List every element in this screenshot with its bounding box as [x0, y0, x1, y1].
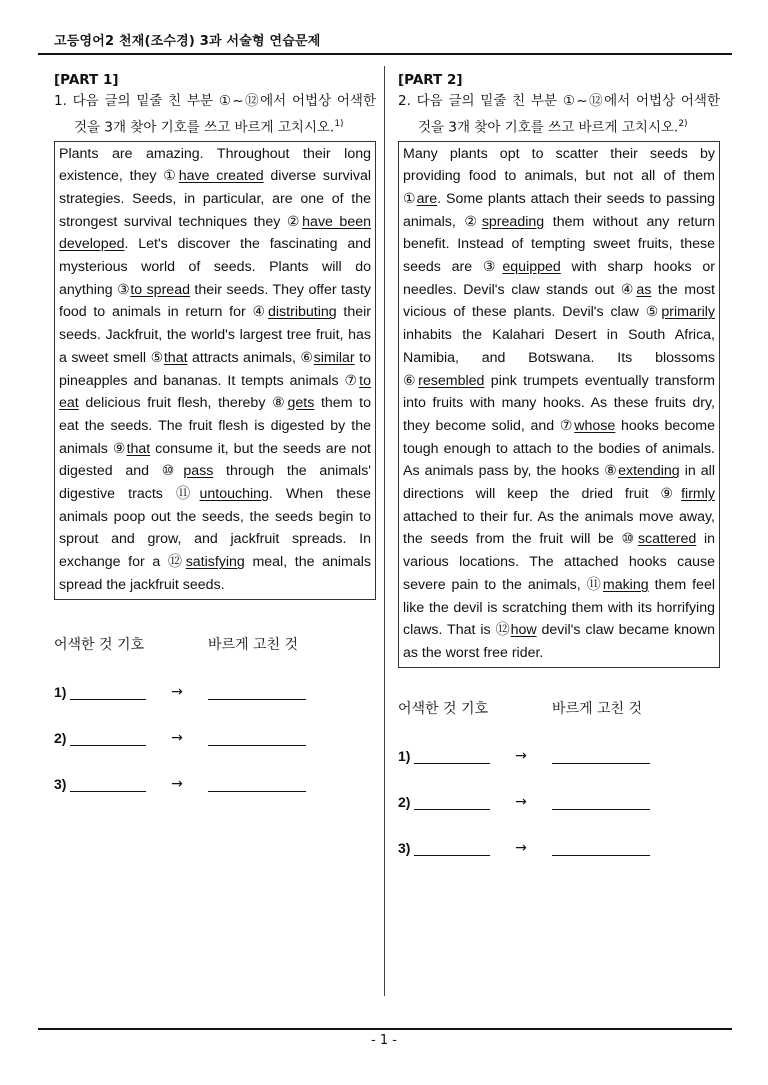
underlined-phrase: scattered [637, 531, 697, 548]
passage-text: inhabits the Kalahari Desert in South Africa, Namibia, and Botswana. Its blossoms ⑥ [403, 327, 715, 389]
part2-answer-area [398, 698, 720, 856]
underlined-phrase: have created [178, 168, 264, 185]
underlined-phrase: making [602, 576, 649, 593]
arrow-icon: → [171, 683, 183, 700]
passage-text: . Let's discover the fascinating and mysterious world of seeds. Plants will do anything ③ [59, 236, 371, 298]
underlined-phrase: gets [287, 395, 315, 412]
answer-symbol-blank[interactable] [414, 747, 490, 764]
underlined-phrase: have been developed [59, 213, 371, 253]
underlined-phrase: as [636, 281, 652, 298]
answer-number: 2) [398, 793, 411, 810]
answer-correction-blank[interactable] [208, 775, 306, 792]
passage-text: them to eat the seeds. The fruit flesh is digested by the animals ⑨ [59, 395, 371, 457]
passage-text: attached to their fur. As the animals move away, the seeds from the fruit will be ⑩ [403, 508, 715, 548]
part2-answer-row [398, 788, 720, 810]
passage-text: . When these animals poop out the seeds, the seeds begin to sprout and grow, and jackfruit spreads. In exchange for a ⑫ [59, 486, 371, 571]
passage-text: them feel like the devil is scratching them with its horrifying claws. That is ⑫ [403, 576, 715, 639]
answer-symbol-blank[interactable] [70, 775, 146, 792]
part2-answer-header-symbol: 어색한 것 기호 [398, 700, 489, 717]
underlined-phrase: distributing [268, 304, 337, 321]
passage-text: pink trumpets eventually transform into fruits with many hooks. As these fruits dry, they become solid, and ⑦ [403, 372, 715, 434]
answer-number: 1) [54, 683, 67, 700]
answer-number: 3) [398, 839, 411, 856]
page-number: - 1 - [371, 1033, 397, 1048]
underlined-phrase: that [163, 349, 188, 366]
passage-text: Many plants opt to scatter their seeds by providing food to animals, but not all of them ① [403, 145, 715, 207]
passage-text: in all directions will keep the dried fruit ⑨ [403, 463, 715, 503]
part1-answer-header-correction: 바르게 고친 것 [208, 636, 299, 653]
passage-text: devil's claw became known as the worst free rider. [403, 622, 715, 661]
answer-correction-blank[interactable] [552, 793, 650, 810]
part1-answer-area [54, 634, 376, 792]
underlined-phrase: untouching [199, 486, 269, 503]
answer-number: 1) [398, 747, 411, 764]
part2-answer-header-correction: 바르게 고친 것 [552, 700, 643, 717]
part1-answer-row [54, 724, 376, 746]
passage-text: them without any return benefit. Instead of tempting sweet fruits, these seeds are ③ [403, 213, 715, 276]
underlined-phrase: similar [313, 349, 355, 366]
part2-title: [PART 2] [398, 72, 463, 88]
part1-column [54, 70, 376, 792]
part1-question-text: 1. 다음 글의 밑줄 친 부분 ①~⑫에서 어법상 어색한 것을 3개 찾아 기호를 쓰고 바르게 고치시오. [54, 93, 376, 136]
header-rule [38, 53, 732, 55]
part1-footnote: 1) [334, 119, 344, 129]
passage-text: through the animals' digestive tracts ⑪ [59, 463, 371, 503]
answer-symbol-blank[interactable] [70, 683, 146, 700]
passage-text: their seeds. They offer tasty food to animals in return for ④ [59, 281, 371, 321]
arrow-icon: → [515, 793, 527, 810]
underlined-phrase: primarily [661, 304, 715, 321]
part2-passage [398, 141, 720, 668]
part1-passage [54, 141, 376, 600]
underlined-phrase: how [510, 622, 537, 639]
part2-question [398, 90, 720, 140]
answer-correction-blank[interactable] [208, 683, 306, 700]
passage-text: to pineapples and bananas. It tempts animals ⑦ [59, 349, 371, 389]
underlined-phrase: that [126, 440, 151, 457]
passage-text: hooks become tough enough to attach to the bodies of animals. As animals pass by, the hooks ⑧ [403, 417, 715, 480]
column-divider [384, 66, 385, 996]
answer-symbol-blank[interactable] [414, 793, 490, 810]
underlined-phrase: to spread [130, 281, 190, 298]
answer-number: 2) [54, 729, 67, 746]
underlined-phrase: whose [574, 417, 616, 434]
part2-question-text: 2. 다음 글의 밑줄 친 부분 ①~⑫에서 어법상 어색한 것을 3개 찾아 기호를 쓰고 바르게 고치시오. [398, 93, 720, 136]
answer-symbol-blank[interactable] [414, 839, 490, 856]
arrow-icon: → [171, 729, 183, 746]
underlined-phrase: equipped [502, 259, 561, 276]
passage-text: delicious fruit flesh, thereby ⑧ [78, 395, 288, 412]
document-header: 고등영어2 천재(조수경) 3과 서술형 연습문제 [54, 34, 321, 49]
underlined-phrase: pass [183, 463, 214, 480]
passage-text: consume it, but the seeds are not digested and ⑩ [59, 440, 371, 480]
underlined-phrase: resembled [418, 372, 485, 389]
passage-text: meal, the animals spread the jackfruit seeds. [59, 554, 371, 593]
answer-correction-blank[interactable] [552, 747, 650, 764]
passage-text: diverse survival strategies. Seeds, in particular, are one of the strongest survival techniques they ② [59, 168, 371, 230]
passage-text: . Some plants attach their seeds to passing animals, ② [403, 190, 715, 230]
underlined-phrase: satisfying [185, 554, 245, 571]
part2-answer-row [398, 742, 720, 764]
footer-rule [38, 1028, 732, 1030]
part1-answer-row [54, 678, 376, 700]
answer-number: 3) [54, 775, 67, 792]
underlined-phrase: extending [618, 463, 680, 480]
passage-text: Plants are amazing. Throughout their long existence, they ① [59, 145, 371, 185]
arrow-icon: → [515, 839, 527, 856]
underlined-phrase: firmly [681, 486, 715, 503]
passage-text: attracts animals, ⑥ [187, 349, 314, 366]
underlined-phrase: are [416, 190, 438, 207]
answer-correction-blank[interactable] [208, 729, 306, 746]
underlined-phrase: spreading [481, 213, 545, 230]
passage-text: the most vicious of these plants. Devil's claw ⑤ [403, 281, 715, 321]
arrow-icon: → [515, 747, 527, 764]
part2-footnote: 2) [678, 119, 688, 129]
part1-answer-row [54, 770, 376, 792]
passage-text: in various locations. The attached hooks cause severe pain to the animals, ⑪ [403, 531, 716, 593]
passage-text: their seeds. Jackfruit, the world's largest tree fruit, has a sweet smell ⑤ [59, 304, 371, 366]
answer-correction-blank[interactable] [552, 839, 650, 856]
part1-title: [PART 1] [54, 72, 119, 88]
part2-answer-row [398, 834, 720, 856]
part1-answer-header-symbol: 어색한 것 기호 [54, 636, 145, 653]
passage-text: with sharp hooks or needles. Devil's claw stands out ④ [403, 259, 715, 298]
arrow-icon: → [171, 775, 183, 792]
underlined-phrase: to eat [59, 372, 371, 412]
part2-column [398, 70, 720, 856]
answer-symbol-blank[interactable] [70, 729, 146, 746]
part1-question [54, 90, 376, 140]
